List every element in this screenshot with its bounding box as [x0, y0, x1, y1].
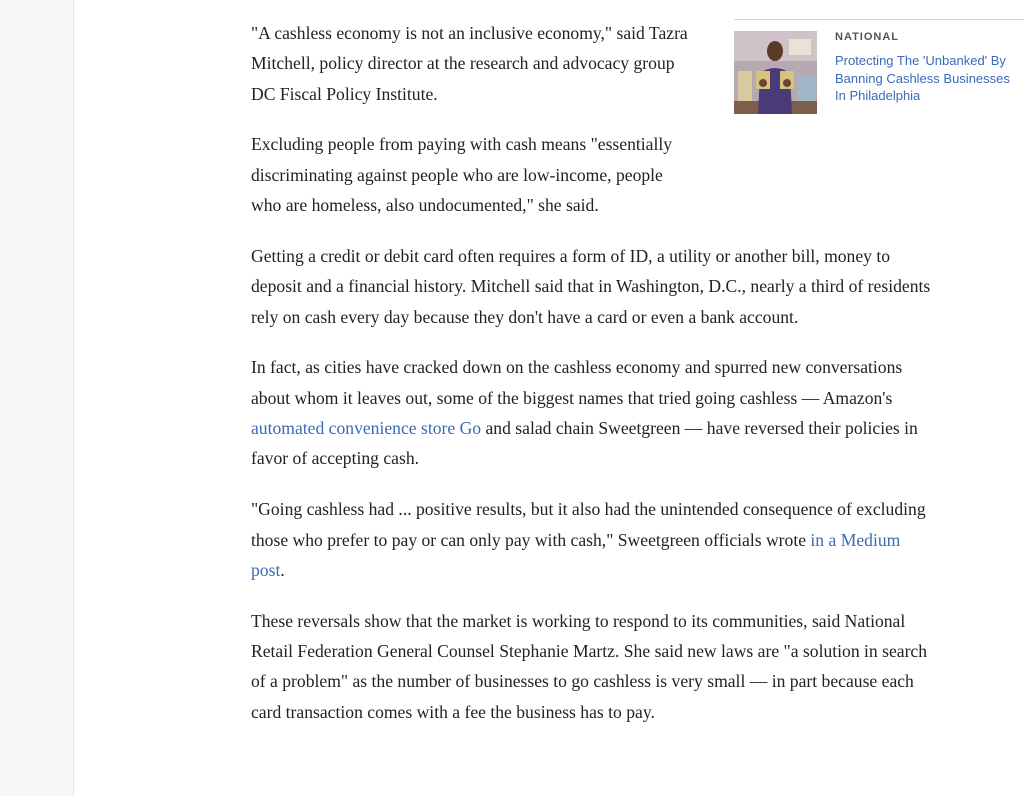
related-story-card[interactable]: [734, 19, 1024, 116]
paragraph-5: [251, 494, 931, 585]
paragraph-5-lead: "Going cashless had ... positive results, but it also had the unintended consequence of excluding those who prefer to pay or can only pay with cash," Sweetgreen officials wrote: [251, 499, 926, 550]
paragraph-5-tail: .: [280, 559, 285, 580]
photo-man-holding-cash-icon: [734, 31, 817, 114]
amazon-go-link[interactable]: automated convenience store Go: [251, 418, 482, 439]
related-story-category: NATIONAL: [835, 31, 900, 43]
related-story-title-line: In Philadelphia: [835, 88, 921, 103]
related-story-image[interactable]: [734, 31, 817, 114]
medium-post-link[interactable]: in a Medium post: [251, 529, 901, 580]
paragraph-2-text: Excluding people from paying with cash means "essentially discriminating against people who are low-income, people who are homeless, also undocumented," she said.: [251, 134, 673, 216]
paragraph-4-lead: In fact, as cities have cracked down on the cashless economy and spurred new conversations about whom it leaves out, some of the biggest names that tried going cashless — Amazon's: [251, 357, 903, 408]
related-story-title-line: Protecting The 'Unbanked' By: [835, 53, 1006, 68]
related-story-title[interactable]: [835, 52, 1024, 105]
paragraph-1: "A cashless economy is not an inclusive economy," said Tazra Mitchell, policy director at the research and advocacy group DC Fiscal Policy Institute.: [251, 23, 688, 104]
paragraph-4: [251, 352, 931, 473]
left-rail: [0, 0, 74, 796]
paragraph-6: These reversals show that the market is working to respond to its communities, said National Retail Federation General Counsel Stephanie Martz. She said new laws are "a solution in search of a problem" as the number of businesses to go cashless is very small — in part because each card transaction comes with a fee the business has to pay.: [251, 610, 928, 722]
paragraph-3: Getting a credit or debit card often requires a form of ID, a utility or another bill, money to deposit and a financial history. Mitchell said that in Washington, D.C., nearly a third of residents rely on cash every day because they don't have a card or even a bank account.: [251, 245, 931, 327]
paragraph-4-tail: and salad chain Sweetgreen — have reversed their policies in favor of accepting cash.: [251, 418, 918, 469]
related-story-title-line: Banning Cashless Businesses: [835, 70, 1010, 86]
paragraph-2: [251, 129, 931, 220]
article-body: [251, 18, 931, 748]
